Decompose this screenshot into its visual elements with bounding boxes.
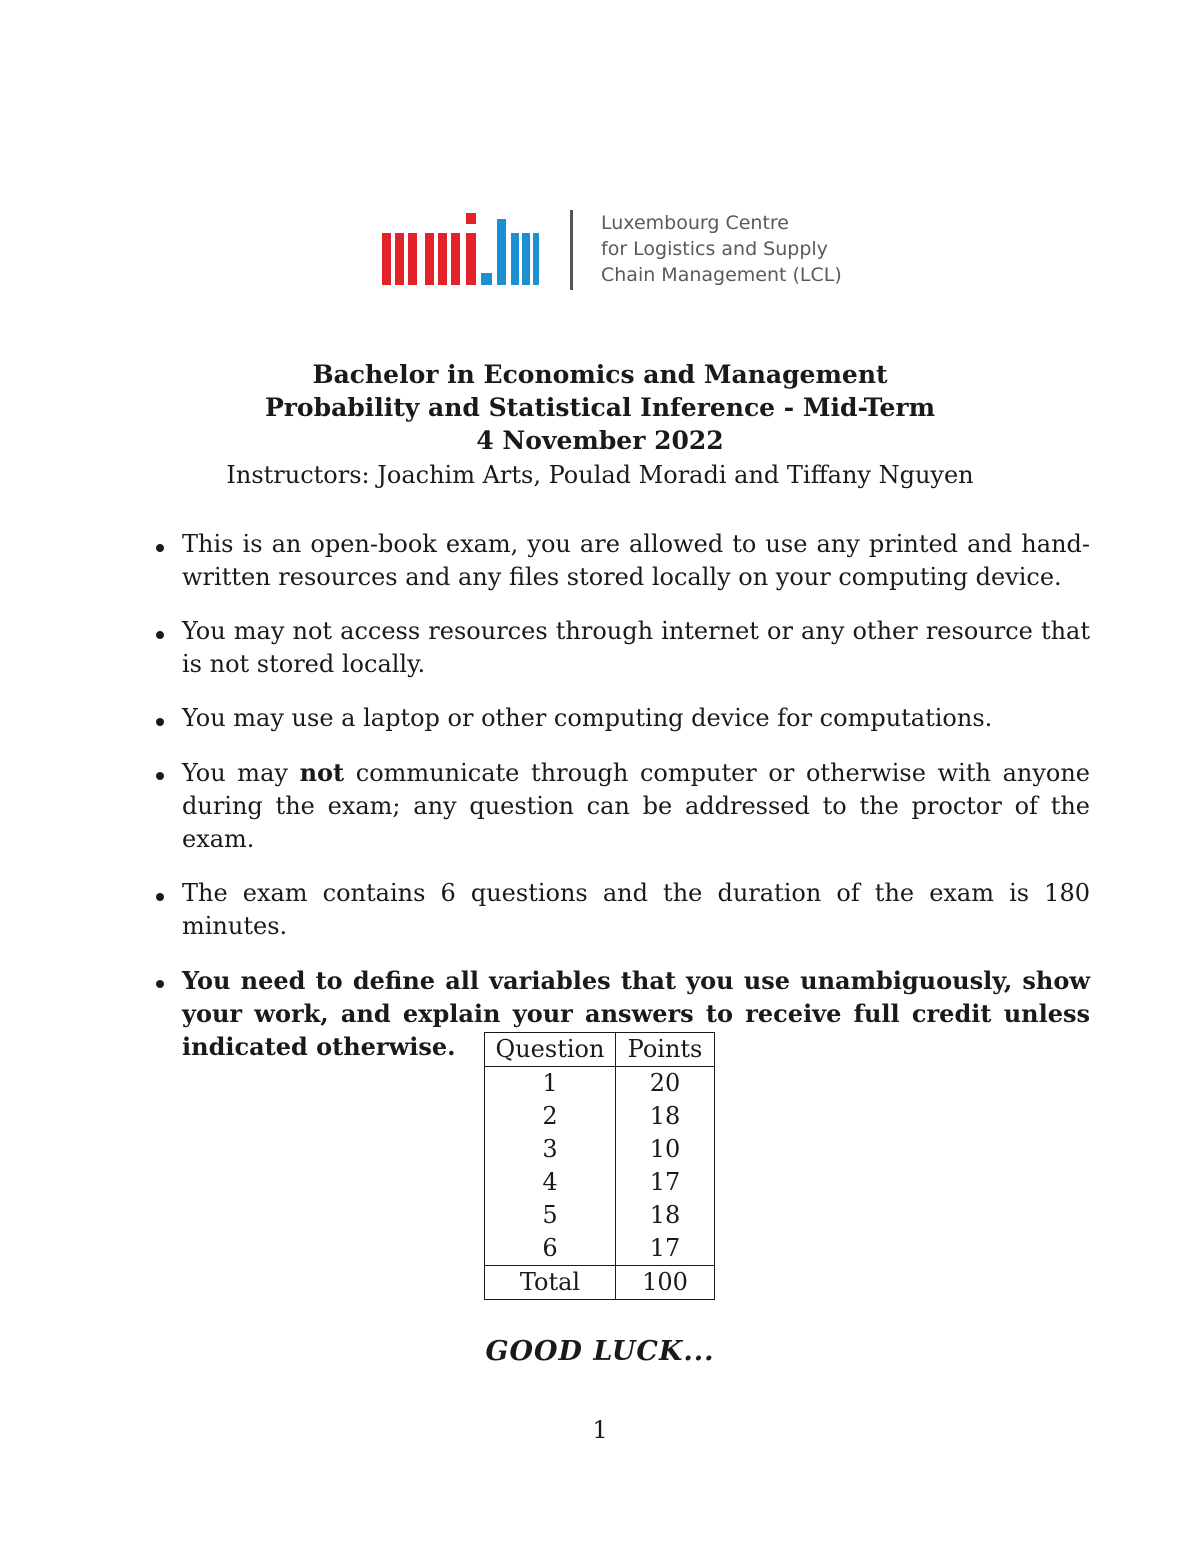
total-label: Total [485, 1266, 616, 1300]
logo-line-2: for Logistics and Supply [601, 238, 828, 260]
points-table [484, 1032, 715, 1300]
uni-lu-logo [380, 205, 840, 295]
exam-rules-list [155, 528, 1090, 1084]
logo-centre-name [601, 210, 842, 288]
points-cell: 17 [649, 1234, 681, 1262]
points-cell: 17 [649, 1168, 681, 1196]
question-cell: 3 [485, 1133, 616, 1166]
program-title: Bachelor in Economics and Management [312, 360, 888, 389]
total-points: 100 [616, 1266, 715, 1300]
rule-item: You may use a laptop or other computing device for computations. [155, 702, 1090, 735]
rule-text: communicate through computer or otherwise with anyone during the exam; any question can be addressed to the proctor of the exam. [182, 759, 1091, 853]
table-row [485, 1166, 715, 1199]
table-total-row [485, 1266, 715, 1300]
rule-item: You may not access resources through internet or any other resource that is not stored locally. [155, 615, 1090, 681]
points-cell: 20 [649, 1069, 681, 1097]
closing-message: GOOD LUCK... [485, 1336, 715, 1367]
column-header: Question [485, 1033, 616, 1067]
question-cell: 4 [485, 1166, 616, 1199]
table-header-row [485, 1033, 715, 1067]
logo-line-3: Chain Management (LCL) [601, 264, 842, 286]
question-cell: 6 [485, 1232, 616, 1266]
column-header: Points [616, 1033, 715, 1067]
rule-text: You may [182, 759, 300, 787]
question-cell: 1 [485, 1067, 616, 1101]
table-row [485, 1133, 715, 1166]
table-row [485, 1067, 715, 1101]
rule-item: This is an open-book exam, you are allowed to use any printed and hand-written resources and any files stored locally on your computing device. [155, 528, 1090, 594]
page-number: 1 [592, 1416, 608, 1444]
points-cell: 18 [649, 1201, 681, 1229]
points-cell: 10 [649, 1135, 681, 1163]
instructors: Instructors: Joachim Arts, Poulad Moradi and Tiffany Nguyen [226, 461, 974, 489]
table-row [485, 1199, 715, 1232]
rule-item [155, 756, 1090, 856]
exam-header [0, 358, 1200, 493]
logo-divider [570, 210, 573, 290]
question-cell: 2 [485, 1100, 616, 1133]
table-row [485, 1100, 715, 1133]
rule-item-bold: You need to define all variables that you use unambiguously, show your work, and explain your answers to receive full credit unless indicated otherwise. [155, 964, 1090, 1063]
rule-item: The exam contains 6 questions and the duration of the exam is 180 minutes. [155, 877, 1090, 943]
question-cell: 5 [485, 1199, 616, 1232]
uni-lu-wordmark [380, 213, 540, 288]
course-title: Probability and Statistical Inference - Mid-Term [264, 393, 936, 422]
rule-emphasis: not [299, 758, 345, 787]
points-cell: 18 [649, 1102, 681, 1130]
exam-date: 4 November 2022 [476, 426, 724, 455]
logo-line-1: Luxembourg Centre [601, 212, 789, 234]
table-row [485, 1232, 715, 1266]
